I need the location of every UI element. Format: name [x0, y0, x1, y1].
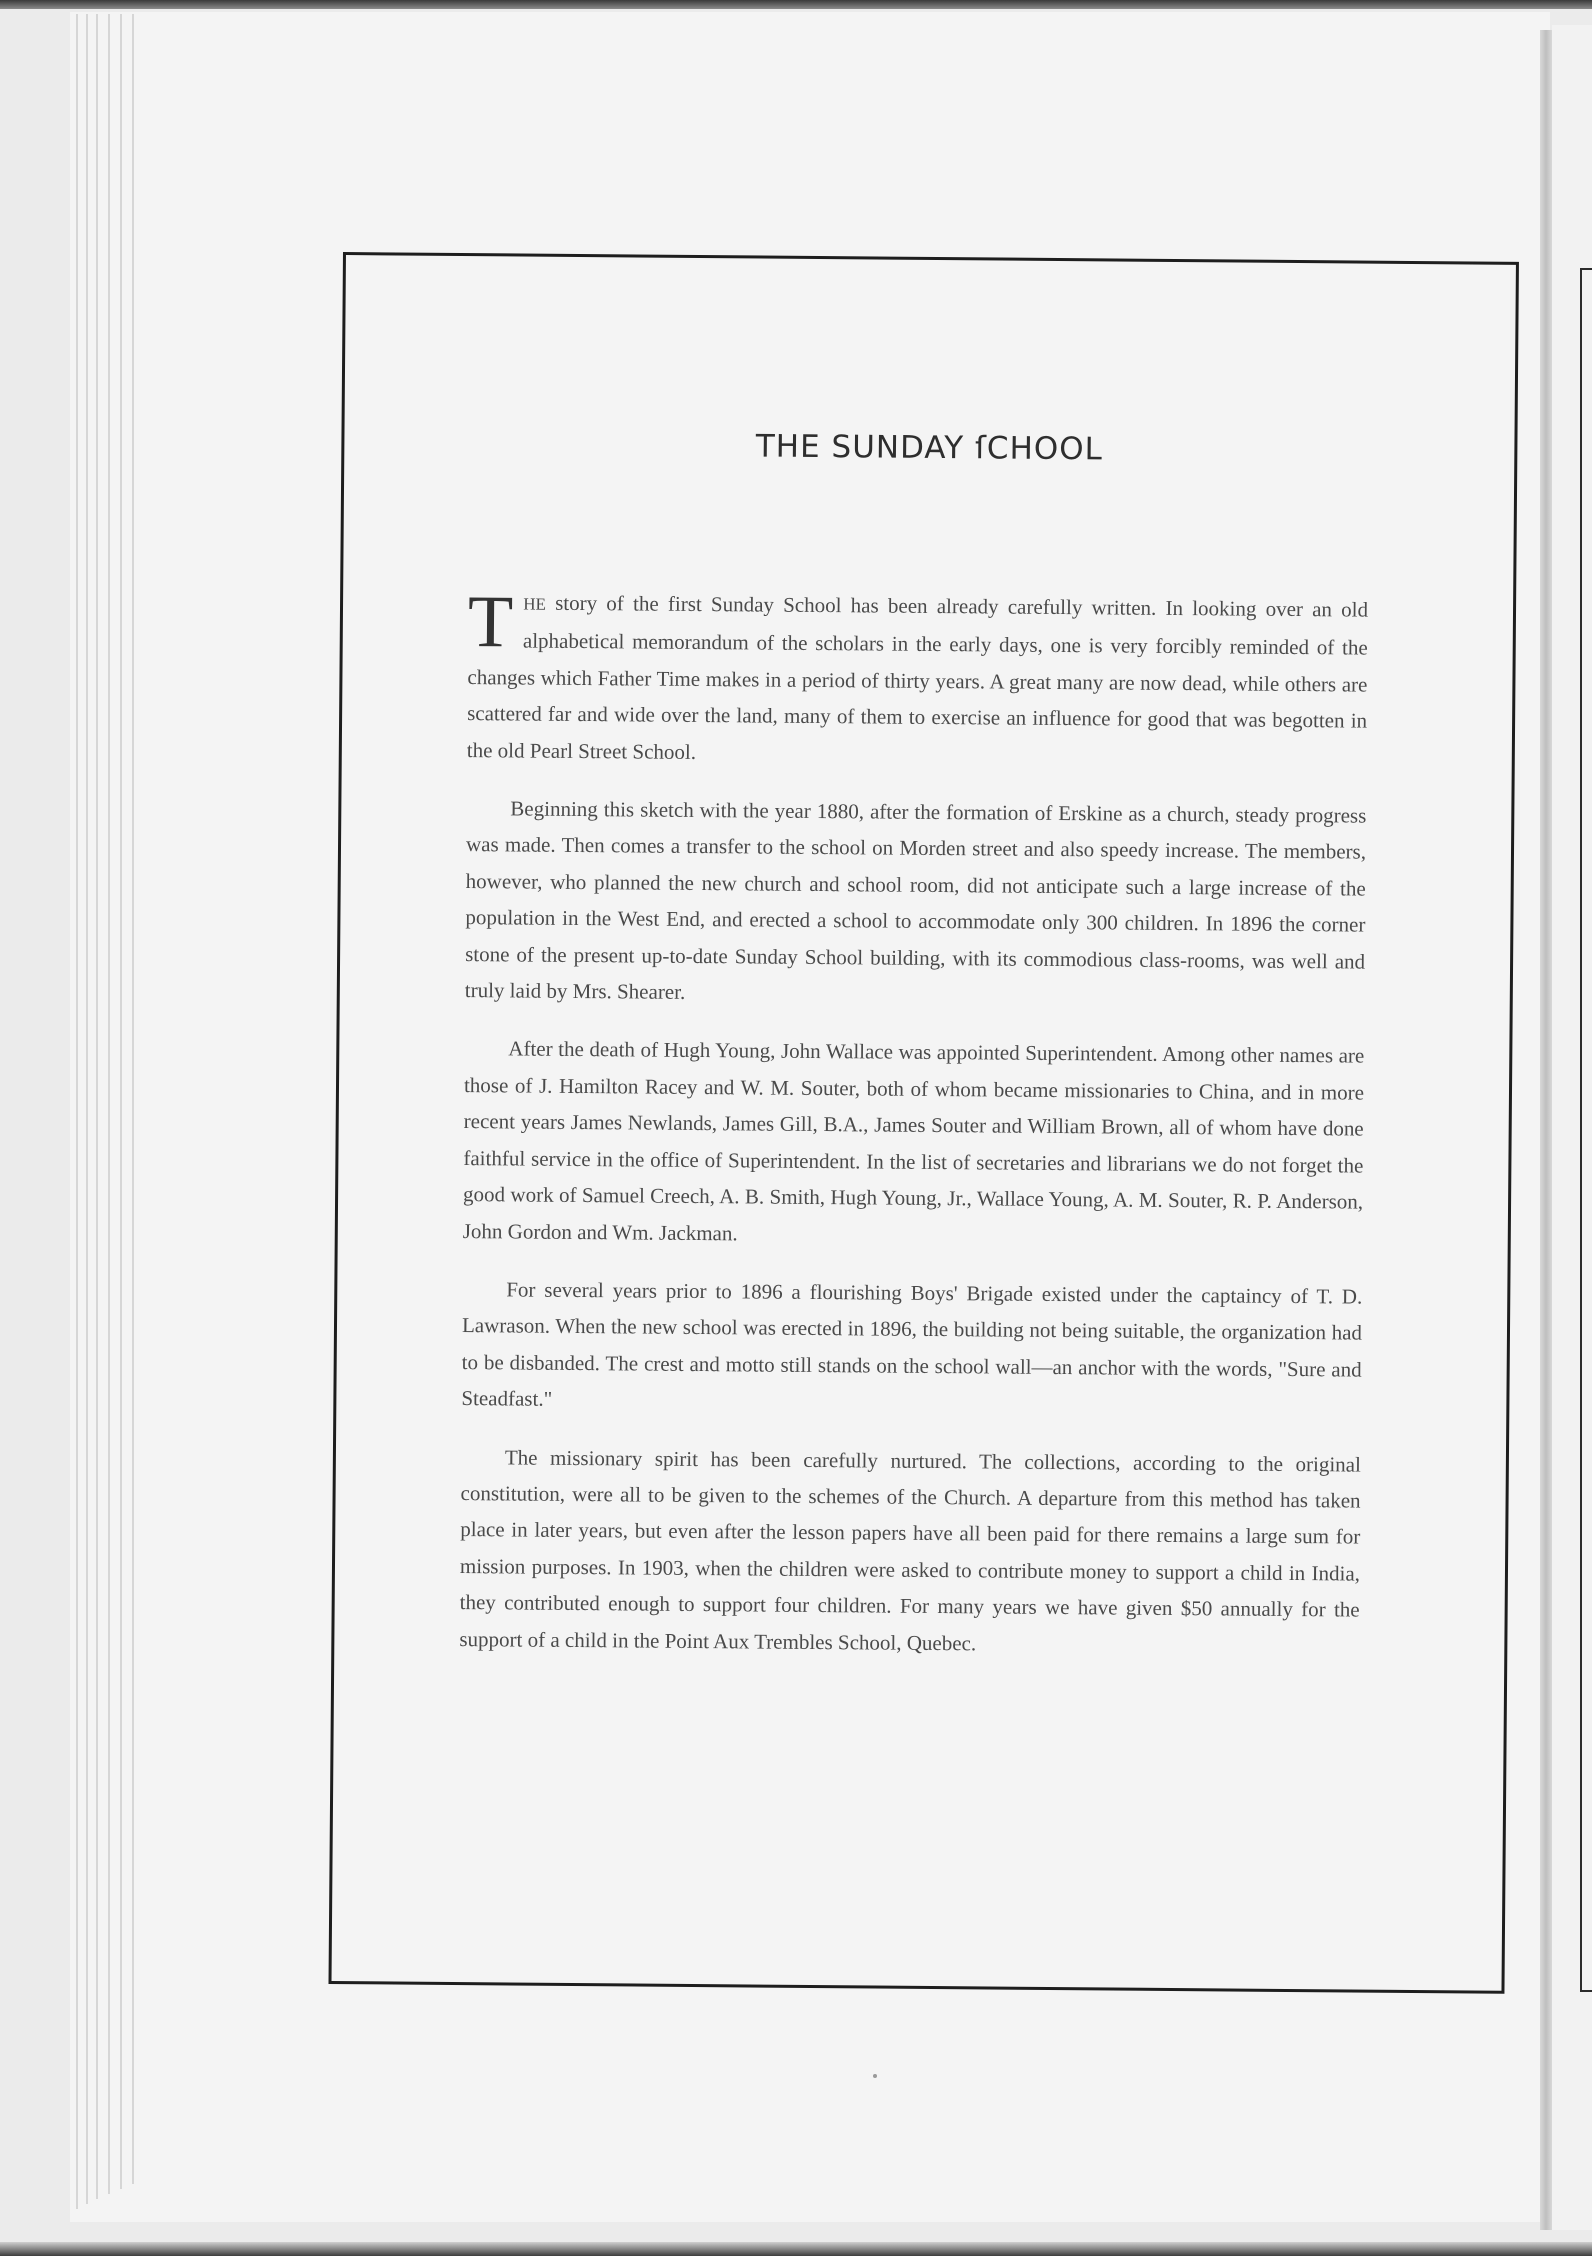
page-stack-edge: [132, 14, 134, 2184]
page-stack-edge: [108, 14, 110, 2194]
paragraph-5: The missionary spirit has been carefully nurtured. The collections, according to the original constitution, were all to be given to the schemes of the Church. A departure from this method has taken place in later years, but even after the lesson papers have all been paid for there remains a large sum for mission purposes. In 1903, when the children were asked to contribute money to support a child in India, they contributed enough to support four children. For many years we have given $50 annually for the support of a child in the Point Aux Trembles School, Quebec.: [459, 1444, 1361, 1655]
drop-cap: T: [467, 581, 514, 664]
article-body: [459, 581, 1369, 1686]
page-title: THE SUNDAY ſCHOOL: [755, 428, 1104, 468]
paragraph-2: Beginning this sketch with the year 1880, after the formation of Erskine as a church, steady progress was made. Then comes a transfer to the school on Morden street and also speedy increase. The members, however, who planned the new church and school room, did not anticipate such a large increase of the population in the West End, and erected a school to accommodate only 300 children. In 1896 the corner stone of the present up-to-date Sunday School building, with its commodious class-rooms, was well and truly laid by Mrs. Shearer.: [464, 796, 1367, 1004]
paragraph-1: [466, 581, 1369, 776]
facing-page-frame: [1580, 268, 1592, 1992]
scan-top-edge: [0, 0, 1592, 9]
page-stack-edge: [76, 14, 78, 2209]
paragraph-4: For several years prior to 1896 a flourishing Boys' Brigade existed under the captaincy of T. D. Lawrason. When the new school was erected in 1896, the building not being suitable, the organization had to be disbanded. The crest and motto still stands on the school wall—an anchor with the words, "Sure and Steadfast.": [461, 1277, 1363, 1411]
page-stack-edge: [86, 14, 88, 2204]
page-border-frame: [328, 252, 1518, 1994]
book-gutter: [1540, 30, 1552, 2230]
page-stack-edge: [120, 14, 122, 2189]
scan-bottom-edge: [0, 2242, 1592, 2256]
lead-in: HE: [523, 594, 547, 614]
paragraph-3: After the death of Hugh Young, John Wallace was appointed Superintendent. Among other names are those of J. Hamilton Racey and W. M. Souter, both of whom became missionaries to China, and in more recent years James Newlands, James Gill, B.A., James Souter and William Brown, all of whom have done faithful service in the office of Superintendent. In the list of secretaries and librarians we do not forget the good work of Samuel Creech, A. B. Smith, Hugh Young, Jr., Wallace Young, A. M. Souter, R. P. Anderson, John Gordon and Wm. Jackman.: [462, 1036, 1365, 1245]
paragraph-text: story of the first Sunday School has been already carefully written. In looking over an old alphabetical memorandum of the scholars in the early days, one is very forcibly reminded of the changes which Father Time makes in a period of thirty years. A great many are now dead, while others are scattered far and wide over the land, many of them to exercise an influence for good that was begotten in the old Pearl Street School.: [466, 590, 1369, 764]
scan-speck: [873, 2074, 877, 2078]
page-stack-edge: [96, 14, 98, 2199]
